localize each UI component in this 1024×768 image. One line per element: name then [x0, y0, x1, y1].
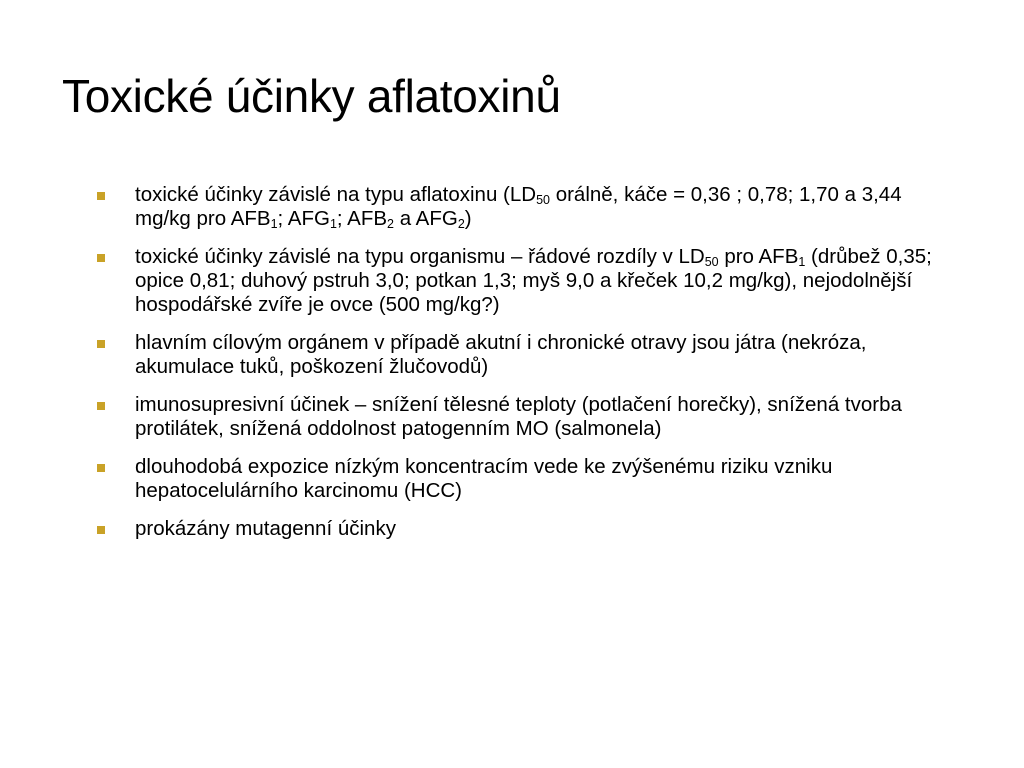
- bullet-text: [135, 455, 832, 502]
- text-run: prokázány mutagenní účinky: [135, 517, 396, 540]
- subscript: 2: [387, 217, 394, 231]
- bullet-text: [135, 331, 867, 378]
- slide-title: Toxické účinky aflatoxinů: [62, 70, 561, 122]
- text-run: orálně, káče = 0,36 ; 0,78; 1,70 a 3,44 mg/kg pro AFB: [135, 183, 902, 230]
- text-run: a AFG: [394, 207, 458, 230]
- bullet-text: [135, 517, 396, 540]
- square-bullet-icon: [97, 340, 105, 348]
- bullet-text: [135, 183, 902, 230]
- bullet-text: [135, 393, 902, 440]
- text-run: (drůbež 0,35; opice 0,81; duhový pstruh 3,0; potkan 1,3; myš 9,0 a křeček 10,2 mg/kg), nejodolnější hospodářské zvíře je ovce (500 mg/kg?): [135, 245, 932, 316]
- subscript: 1: [270, 217, 278, 231]
- text-run: imunosupresivní účinek – snížení tělesné teploty (potlačení horečky), snížená tvorba protilátek, snížená oddolnost patogenním MO (salmonela): [135, 393, 902, 440]
- bullet-item: [95, 517, 940, 541]
- bullet-item: [95, 455, 940, 503]
- bullet-item: [95, 393, 940, 441]
- text-run: toxické účinky závislé na typu organismu – řádové rozdíly v LD: [135, 245, 705, 268]
- square-bullet-icon: [97, 254, 105, 262]
- square-bullet-icon: [97, 192, 105, 200]
- subscript: 2: [457, 217, 465, 231]
- text-run: ; AFB: [336, 207, 388, 230]
- text-run: toxické účinky závislé na typu aflatoxinu (LD: [135, 183, 537, 206]
- subscript: 50: [704, 255, 719, 269]
- bullet-item: [95, 183, 940, 231]
- subscript: 1: [798, 255, 806, 269]
- bullet-list: [95, 183, 940, 555]
- text-run: ): [464, 207, 472, 230]
- text-run: pro AFB: [718, 245, 799, 268]
- text-run: dlouhodobá expozice nízkým koncentracím vede ke zvýšenému riziku vzniku hepatocelulárního karcinomu (HCC): [135, 455, 833, 502]
- square-bullet-icon: [97, 464, 105, 472]
- bullet-item: [95, 331, 940, 379]
- bullet-text: [135, 245, 932, 316]
- subscript: 50: [536, 193, 550, 207]
- text-run: hlavním cílovým orgánem v případě akutní i chronické otravy jsou játra (nekróza, akumulace tuků, poškození žlučovodů): [135, 331, 867, 378]
- bullet-item: [95, 245, 940, 317]
- subscript: 1: [329, 217, 337, 231]
- square-bullet-icon: [97, 526, 105, 534]
- square-bullet-icon: [97, 402, 105, 410]
- text-run: ; AFG: [277, 207, 330, 230]
